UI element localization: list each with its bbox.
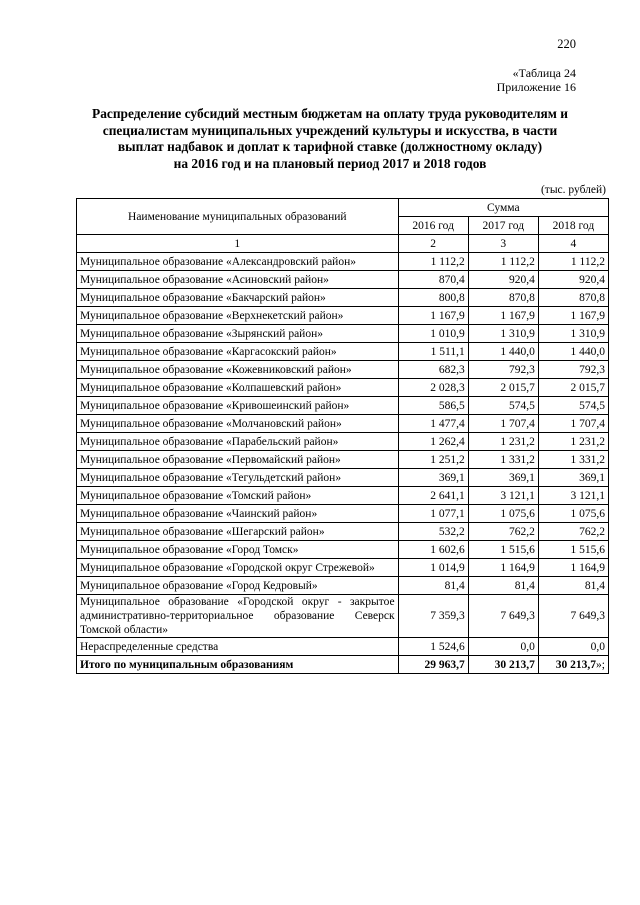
title-line: на 2016 год и на плановый период 2017 и 2018 годов [173, 155, 487, 171]
municipality-name: Муниципальное образование «Город Кедровый» [77, 577, 399, 595]
value-2016: 682,3 [398, 361, 468, 379]
value-2016: 532,2 [398, 523, 468, 541]
table-row [77, 253, 609, 271]
municipality-name: Муниципальное образование «Колпашевский район» [77, 379, 399, 397]
table-row [77, 433, 609, 451]
subsidy-table [76, 198, 609, 674]
value-2017: 574,5 [468, 397, 538, 415]
value-2018: 792,3 [538, 361, 608, 379]
value-2018: 1 075,6 [538, 505, 608, 523]
table-row [77, 541, 609, 559]
municipality-name: Муниципальное образование «Каргасокский район» [77, 343, 399, 361]
municipality-name: Муниципальное образование «Город Томск» [77, 541, 399, 559]
title-line: специалистам муниципальных учреждений культуры и искусства, в части [102, 122, 558, 138]
title-line: Распределение субсидий местным бюджетам на оплату труда руководителям и [92, 106, 568, 121]
table-body [77, 253, 609, 674]
municipality-name: Муниципальное образование «Асиновский район» [77, 271, 399, 289]
ref-table-label: «Таблица 24 [512, 66, 576, 80]
value-2018: 1 440,0 [538, 343, 608, 361]
value-2016: 2 641,1 [398, 487, 468, 505]
value-2017: 1 231,2 [468, 433, 538, 451]
value-2018: 1 112,2 [538, 253, 608, 271]
table-row [77, 505, 609, 523]
value-2018: 920,4 [538, 271, 608, 289]
table-row [77, 577, 609, 595]
value-2018: 3 121,1 [538, 487, 608, 505]
value-2017: 762,2 [468, 523, 538, 541]
municipality-name: Муниципальное образование «Первомайский район» [77, 451, 399, 469]
municipality-name: Муниципальное образование «Верхнекетский район» [77, 307, 399, 325]
total-2017: 30 213,7 [468, 656, 538, 674]
value-2016: 1 112,2 [398, 253, 468, 271]
value-2017: 1 310,9 [468, 325, 538, 343]
title-line: выплат надбавок и доплат к тарифной ставке (должностному окладу) [117, 139, 543, 154]
municipality-name: Муниципальное образование «Парабельский район» [77, 433, 399, 451]
value-2016: 1 251,2 [398, 451, 468, 469]
value-2016: 586,5 [398, 397, 468, 415]
value-2016: 1 477,4 [398, 415, 468, 433]
municipality-name: Муниципальное образование «Тегульдетский район» [77, 469, 399, 487]
closing-quote-mark: »; [596, 658, 605, 671]
column-index: 1 [77, 235, 399, 253]
value-2018: 1 167,9 [538, 307, 608, 325]
value-2018: 1 310,9 [538, 325, 608, 343]
value-2018: 574,5 [538, 397, 608, 415]
value-2017: 7 649,3 [468, 595, 538, 638]
value-2016: 2 028,3 [398, 379, 468, 397]
value-2017: 1 167,9 [468, 307, 538, 325]
total-2018 [538, 656, 608, 674]
column-index: 3 [468, 235, 538, 253]
value-2017: 81,4 [468, 577, 538, 595]
municipality-name: Муниципальное образование «Кривошеинский район» [77, 397, 399, 415]
table-row [77, 469, 609, 487]
total-2016: 29 963,7 [398, 656, 468, 674]
value-2017: 1 331,2 [468, 451, 538, 469]
column-index: 4 [538, 235, 608, 253]
value-2016: 1 602,6 [398, 541, 468, 559]
value-2016: 369,1 [398, 469, 468, 487]
value-2018: 1 331,2 [538, 451, 608, 469]
value-2018: 870,8 [538, 289, 608, 307]
column-index: 2 [398, 235, 468, 253]
value-2016: 7 359,3 [398, 595, 468, 638]
value-2017: 1 164,9 [468, 559, 538, 577]
value-2016: 1 167,9 [398, 307, 468, 325]
value-2017: 1 707,4 [468, 415, 538, 433]
year-header-2018: 2018 год [538, 217, 608, 235]
municipality-name: Нераспределенные средства [77, 638, 399, 656]
value-2018: 81,4 [538, 577, 608, 595]
value-2018: 1 707,4 [538, 415, 608, 433]
municipality-name: Муниципальное образование «Александровский район» [77, 253, 399, 271]
table-row [77, 343, 609, 361]
municipality-name: Муниципальное образование «Бакчарский район» [77, 289, 399, 307]
value-2017: 870,8 [468, 289, 538, 307]
value-2018: 369,1 [538, 469, 608, 487]
year-header-2016: 2016 год [398, 217, 468, 235]
value-2016: 1 077,1 [398, 505, 468, 523]
value-2016: 800,8 [398, 289, 468, 307]
value-2016: 1 524,6 [398, 638, 468, 656]
value-2017: 792,3 [468, 361, 538, 379]
value-2017: 920,4 [468, 271, 538, 289]
value-2017: 369,1 [468, 469, 538, 487]
municipality-name: Муниципальное образование «Шегарский район» [77, 523, 399, 541]
year-header-2017: 2017 год [468, 217, 538, 235]
municipality-name: Муниципальное образование «Томский район» [77, 487, 399, 505]
municipality-name: Муниципальное образование «Городской округ - закрытое административно-территориальное образование Северск Томской области» [77, 595, 399, 638]
table-row [77, 559, 609, 577]
value-2017: 1 112,2 [468, 253, 538, 271]
value-2017: 0,0 [468, 638, 538, 656]
value-2018: 0,0 [538, 638, 608, 656]
table-row [77, 523, 609, 541]
municipality-name: Муниципальное образование «Молчановский район» [77, 415, 399, 433]
value-2017: 3 121,1 [468, 487, 538, 505]
table-row [77, 595, 609, 638]
table-row [77, 487, 609, 505]
name-column-header: Наименование муниципальных образований [77, 199, 399, 235]
table-row [77, 379, 609, 397]
value-2018: 1 164,9 [538, 559, 608, 577]
table-row [77, 415, 609, 433]
total-2018-value: 30 213,7 [555, 658, 597, 671]
table-reference [0, 66, 576, 94]
table-row [77, 325, 609, 343]
municipality-name: Муниципальное образование «Кожевниковский район» [77, 361, 399, 379]
municipality-name: Муниципальное образование «Городской округ Стрежевой» [77, 559, 399, 577]
value-2016: 1 010,9 [398, 325, 468, 343]
value-2018: 1 231,2 [538, 433, 608, 451]
value-2018: 2 015,7 [538, 379, 608, 397]
value-2017: 1 515,6 [468, 541, 538, 559]
table-row [77, 307, 609, 325]
value-2018: 762,2 [538, 523, 608, 541]
table-row [77, 397, 609, 415]
ref-appendix-label: Приложение 16 [496, 80, 576, 94]
municipality-name: Муниципальное образование «Зырянский район» [77, 325, 399, 343]
total-label: Итого по муниципальным образованиям [77, 656, 399, 674]
table-row [77, 451, 609, 469]
value-2017: 1 440,0 [468, 343, 538, 361]
table-row [77, 271, 609, 289]
value-2016: 1 014,9 [398, 559, 468, 577]
municipality-name: Муниципальное образование «Чаинский район» [77, 505, 399, 523]
table-row [77, 289, 609, 307]
value-2016: 1 511,1 [398, 343, 468, 361]
value-2017: 2 015,7 [468, 379, 538, 397]
document-title [70, 106, 590, 172]
value-2018: 1 515,6 [538, 541, 608, 559]
value-2016: 1 262,4 [398, 433, 468, 451]
value-2016: 81,4 [398, 577, 468, 595]
table-row [77, 361, 609, 379]
total-row [77, 656, 609, 674]
sum-column-header: Сумма [398, 199, 608, 217]
value-2018: 7 649,3 [538, 595, 608, 638]
units-label: (тыс. рублей) [540, 184, 606, 196]
table-row [77, 638, 609, 656]
value-2016: 870,4 [398, 271, 468, 289]
page-number: 220 [557, 37, 576, 51]
value-2017: 1 075,6 [468, 505, 538, 523]
